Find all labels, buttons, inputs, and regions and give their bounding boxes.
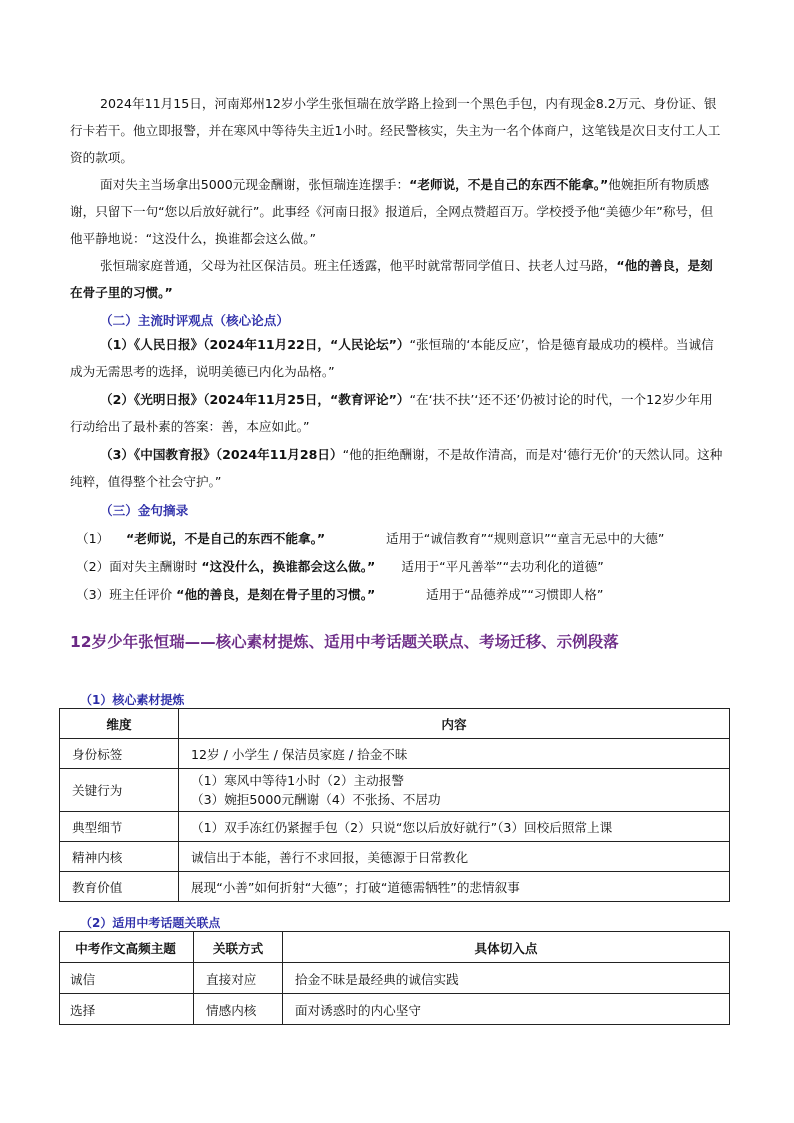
table-row [60,769,730,812]
quote-row-2 [76,556,604,575]
table-cell-theme: 选择 [60,994,194,1025]
table-header-row [60,932,730,963]
story-quote-2: “他的善良，是刻在骨子里的习惯。” [70,258,713,300]
table-header-cell: 内容 [179,709,730,739]
table-row [60,963,730,994]
quote-2-lead: 面对失主酬谢时 [109,559,198,574]
comment-3-source: 《中国教育报》（2024年11月28日） [133,447,343,462]
story-paragraph-2 [70,171,724,252]
table-header-cell: 具体切入点 [283,932,730,963]
comment-1-source: 《人民日报》（2024年11月22日，“人民论坛”） [133,337,410,352]
table-row [60,842,730,872]
table-header-row [60,709,730,739]
table-cell-dimension: 教育价值 [60,872,179,902]
quote-1-prefix: （1） [76,531,110,546]
quote-3-text: “他的善良，是刻在骨子里的习惯。” [176,587,376,602]
comment-3-text: “他的拒绝酬谢，不是故作清高，而是对‘德行无价’的天然认同。这种纯粹，值得整个社会守护。” [70,447,723,489]
comment-item-1 [70,331,724,385]
comment-1-text: “张恒瑞的‘本能反应’，恰是德育最成功的模样。当诚信成为无需思考的选择，说明美德已内化为品格。” [70,337,714,379]
quote-3-prefix: （3） [76,587,110,602]
table-row [60,812,730,842]
quote-1-use: 适用于“诚信教育”“规则意识”“童言无忌中的大德” [386,531,665,546]
quote-3-use: 适用于“品德养成”“习惯即人格” [426,587,604,602]
table2-caption: （2）适用中考话题关联点 [80,916,221,930]
comments-heading: （二）主流时评观点（核心论点） [100,313,289,328]
table-header-cell: 关联方式 [194,932,283,963]
quotes-heading: （三）金句摘录 [100,503,189,518]
table1-caption: （1）核心素材提炼 [80,693,185,707]
comment-item-3 [70,441,724,495]
table-row [60,994,730,1025]
story-paragraph-2-a: 面对失主当场拿出5000元现金酬谢，张恒瑞连连摆手： [100,177,410,192]
quote-3-lead: 班主任评价 [109,587,173,602]
story-paragraph-1: 2024年11月15日，河南郑州12岁小学生张恒瑞在放学路上捡到一个黑色手包，内有现金8.2万元、身份证、银行卡若干。他立即报警，并在寒风中等待失主近1小时。经民警核实，失主为一名个体商户，这笔钱是次日支付工人工资的款项。 [70,96,721,165]
table-header-cell: 中考作文高频主题 [60,932,194,963]
table-row [60,872,730,902]
quote-1-text: “老师说，不是自己的东西不能拿。” [126,531,326,546]
table-row [60,739,730,769]
quote-row-1 [76,528,664,547]
table-cell-point: 面对诱惑时的内心坚守 [283,994,730,1025]
table-cell-content: 12岁 / 小学生 / 保洁员家庭 / 拾金不昧 [179,739,730,769]
section-title: 12岁少年张恒瑞——核心素材提炼、适用中考话题关联点、考场迁移、示例段落 [70,633,619,651]
comment-1-num: （1） [100,337,134,352]
table-cell-content [179,769,730,812]
quote-row-3 [76,584,603,603]
story-paragraph-3-a: 张恒瑞家庭普通，父母为社区保洁员。班主任透露，他平时就常帮同学值日、扶老人过马路， [100,258,617,273]
content-line-2: （3）婉拒5000元酬谢（4）不张扬、不居功 [191,792,441,807]
table-cell-dimension: 关键行为 [60,769,179,812]
quote-2-use: 适用于“平凡善举”“去功利化的道德” [401,559,604,574]
table-cell-content: 展现“小善”如何折射“大德”；打破“道德需牺牲”的悲情叙事 [179,872,730,902]
content-line-1: （1）寒风中等待1小时（2）主动报警 [191,773,404,788]
story-paragraph-3 [70,252,724,306]
comment-3-num: （3） [100,447,134,462]
comment-2-source: 《光明日报》（2024年11月25日，“教育评论”） [133,392,410,407]
quote-2-prefix: （2） [76,559,110,574]
table-cell-content: 诚信出于本能，善行不求回报，美德源于日常教化 [179,842,730,872]
table-cell-dimension: 精神内核 [60,842,179,872]
story-quote-1: “老师说，不是自己的东西不能拿。” [409,177,609,192]
table-header-cell: 维度 [60,709,179,739]
table-cell-dimension: 身份标签 [60,739,179,769]
quote-2-text: “这没什么，换谁都会这么做。” [201,559,376,574]
story-paragraph-2-c: 他婉拒所有物质感谢，只留下一句“您以后放好就行”。此事经《河南日报》报道后，全网点赞超百万。学校授予他“美德少年”称号，但他平静地说：“这没什么，换谁都会这么做。” [70,177,714,246]
comment-item-2 [70,386,724,440]
core-material-table [59,708,730,902]
table-cell-way: 情感内核 [194,994,283,1025]
comment-2-text: “在‘扶不扶’‘还不还’仍被讨论的时代，一个12岁少年用行动给出了最朴素的答案：善，本应如此。” [70,392,713,434]
table-cell-theme: 诚信 [60,963,194,994]
topic-link-table [59,931,730,1025]
comment-2-num: （2） [100,392,134,407]
table-cell-point: 拾金不昧是最经典的诚信实践 [283,963,730,994]
table-cell-content: （1）双手冻红仍紧握手包（2）只说“您以后放好就行”（3）回校后照常上课 [179,812,730,842]
table-cell-dimension: 典型细节 [60,812,179,842]
table-cell-way: 直接对应 [194,963,283,994]
